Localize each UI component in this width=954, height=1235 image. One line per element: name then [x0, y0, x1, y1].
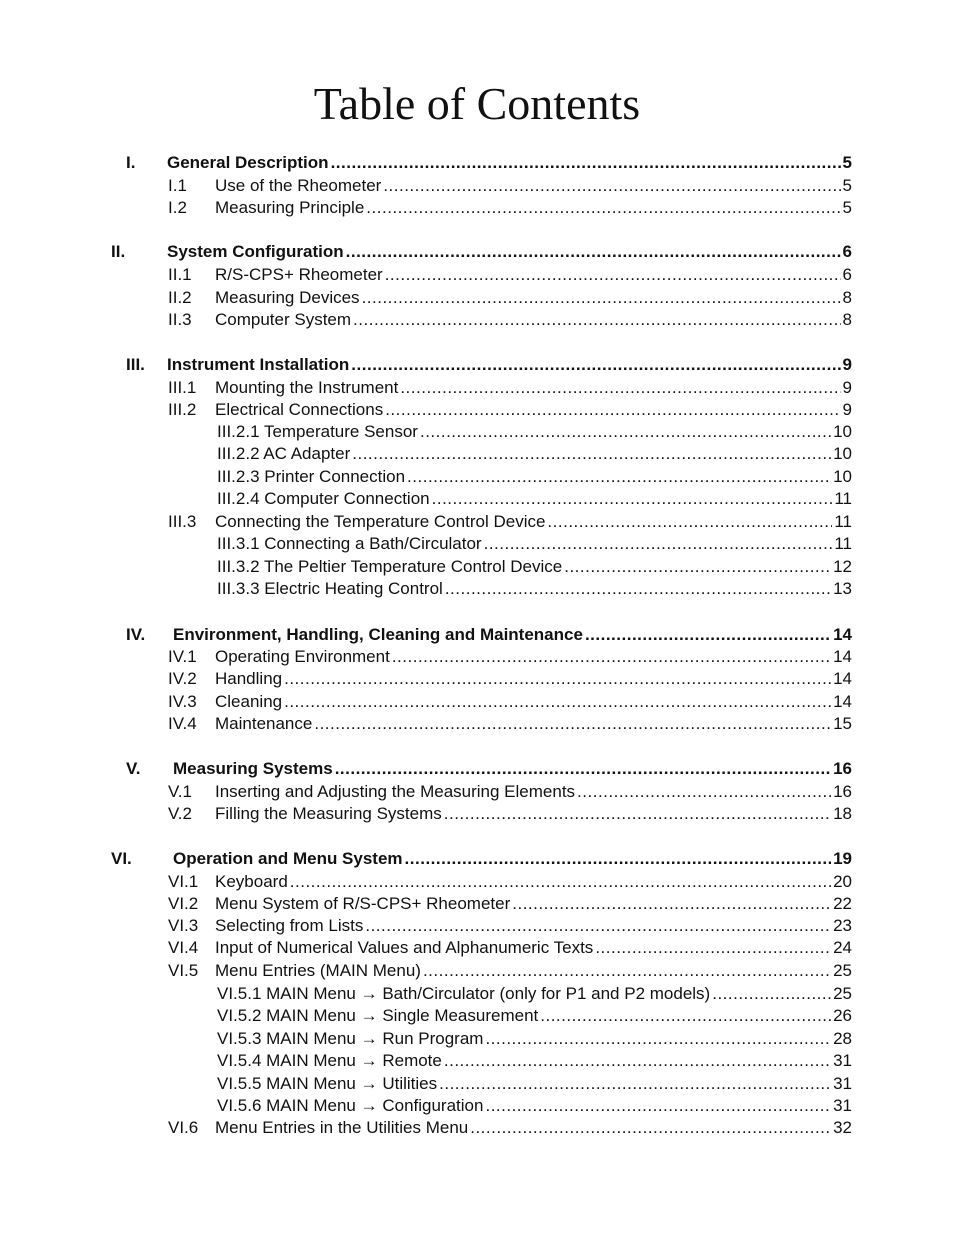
toc-entry-page: 24 [833, 938, 852, 957]
toc-entry-label: III.3.3 Electric Heating Control [217, 579, 443, 598]
toc-entry-label: Handling [215, 669, 283, 688]
toc-entry-label: Menu Entries (MAIN Menu) [215, 961, 421, 980]
toc-entry-number: VI.2 [168, 894, 199, 913]
toc-entry-label: VI.5.3 MAIN Menu → Run Program [217, 1029, 484, 1048]
toc-entry-page: 9 [842, 400, 852, 419]
toc-entry[interactable] [217, 466, 852, 488]
toc-entry-page: 13 [833, 579, 852, 598]
toc-entry-label: Measuring Principle [215, 198, 365, 217]
dot-leader [331, 152, 841, 174]
dot-leader [385, 399, 840, 421]
toc-entry-page: 11 [834, 489, 852, 508]
toc-entry-label: Measuring Systems [173, 759, 333, 778]
dot-leader [485, 1095, 831, 1117]
toc-entry[interactable] [215, 915, 852, 937]
toc-entry-label: Instrument Installation [167, 355, 350, 374]
toc-entry[interactable] [215, 264, 852, 286]
toc-entry-label: VI.5.5 MAIN Menu → Utilities [217, 1074, 438, 1093]
toc-entry-number: II. [111, 242, 126, 261]
dot-leader [400, 377, 840, 399]
toc-entry-label: Operation and Menu System [173, 849, 403, 868]
toc-entry-label: III.3.1 Connecting a Bath/Circulator [217, 534, 482, 553]
toc-entry-page: 5 [842, 198, 852, 217]
dot-leader [585, 624, 831, 646]
toc-entry-label: Menu Entries in the Utilities Menu [215, 1118, 469, 1137]
toc-entry[interactable] [217, 533, 852, 555]
toc-entry-label: Input of Numerical Values and Alphanumeric Texts [215, 938, 594, 957]
toc-entry-page: 8 [842, 310, 852, 329]
toc-entry[interactable] [215, 197, 852, 219]
toc-entry-page: 6 [842, 265, 852, 284]
dot-leader [353, 309, 840, 331]
dot-leader [407, 466, 831, 488]
toc-entry-page: 14 [833, 647, 852, 666]
toc-entry-number: I.1 [168, 176, 187, 195]
toc-entry[interactable] [217, 556, 852, 578]
toc-entry-label: Maintenance [215, 714, 313, 733]
toc-entry-label: Computer System [215, 310, 352, 329]
toc-entry-page: 25 [833, 961, 852, 980]
toc-entry[interactable] [215, 309, 852, 331]
toc-entry-page: 5 [842, 176, 852, 195]
dot-leader [444, 1050, 831, 1072]
dot-leader [365, 915, 831, 937]
toc-entry-number: V. [126, 759, 141, 778]
toc-entry[interactable] [215, 691, 852, 713]
toc-entry[interactable] [215, 287, 852, 309]
toc-entry-number: IV. [126, 625, 146, 644]
dot-leader [445, 578, 831, 600]
toc-entry[interactable] [215, 960, 852, 982]
toc-entry-number: III.1 [168, 378, 197, 397]
toc-entry-number: III. [126, 355, 145, 374]
toc-entry-number: VI.3 [168, 916, 199, 935]
toc-entry[interactable] [173, 624, 852, 646]
toc-entry[interactable] [217, 1028, 852, 1050]
toc-entry-label: VI.5.1 MAIN Menu → Bath/Circulator (only for P1 and P2 models) [217, 984, 711, 1003]
toc-entry[interactable] [217, 421, 852, 443]
toc-entry-page: 22 [833, 894, 852, 913]
dot-leader [383, 175, 840, 197]
dot-leader [512, 893, 831, 915]
toc-entry[interactable] [215, 781, 852, 803]
toc-entry-page: 16 [833, 759, 852, 778]
toc-entry-label: Connecting the Temperature Control Device [215, 512, 546, 531]
dot-leader [352, 443, 831, 465]
toc-entry[interactable] [215, 175, 852, 197]
toc-entry-page: 16 [833, 782, 852, 801]
dot-leader [366, 197, 840, 219]
toc-entry-page: 10 [833, 467, 852, 486]
toc-entry-page: 18 [833, 804, 852, 823]
toc-entry-label: Operating Environment [215, 647, 390, 666]
toc-entry-number: I. [126, 153, 136, 172]
toc-entry-page: 31 [833, 1074, 852, 1093]
dot-leader [439, 1073, 831, 1095]
toc-entry-number: IV.4 [168, 714, 197, 733]
dot-leader [392, 646, 831, 668]
toc-entry-label: III.2.2 AC Adapter [217, 444, 351, 463]
toc-entry-label: Cleaning [215, 692, 283, 711]
toc-entry-label: III.2.3 Printer Connection [217, 467, 406, 486]
toc-entry-page: 10 [833, 422, 852, 441]
dot-leader [712, 983, 831, 1005]
toc-entry-page: 15 [833, 714, 852, 733]
dot-leader [385, 264, 841, 286]
toc-entry[interactable] [215, 893, 852, 915]
toc-entry-page: 20 [833, 872, 852, 891]
toc-entry[interactable] [215, 511, 852, 533]
toc-entry[interactable] [173, 848, 852, 870]
toc-entry-number: III.3 [168, 512, 197, 531]
toc-entry-label: Inserting and Adjusting the Measuring Elements [215, 782, 576, 801]
toc-entry[interactable] [217, 1050, 852, 1072]
toc-entry-label: Filling the Measuring Systems [215, 804, 442, 823]
toc-entry-label: Measuring Devices [215, 288, 360, 307]
dot-leader [420, 421, 831, 443]
toc-entry-number: V.2 [168, 804, 192, 823]
toc-entry-page: 10 [833, 444, 852, 463]
toc-entry-page: 23 [833, 916, 852, 935]
toc-entry-number: II.1 [168, 265, 192, 284]
toc-entry-page: 28 [833, 1029, 852, 1048]
toc-entry-page: 26 [833, 1006, 852, 1025]
dot-leader [335, 758, 831, 780]
dot-leader [540, 1005, 831, 1027]
toc-entry-page: 19 [833, 849, 852, 868]
toc-entry[interactable] [217, 488, 852, 510]
toc-entry-number: VI.6 [168, 1118, 199, 1137]
dot-leader [444, 803, 831, 825]
toc-entry-number: II.2 [168, 288, 192, 307]
toc-entry-number: IV.2 [168, 669, 197, 688]
toc-entry-page: 6 [842, 242, 852, 261]
toc-entry-page: 31 [833, 1051, 852, 1070]
toc-entry-label: Use of the Rheometer [215, 176, 382, 195]
toc-entry-number: VI. [111, 849, 132, 868]
toc-entry-label: System Configuration [167, 242, 344, 261]
toc-entry[interactable] [215, 937, 852, 959]
toc-entry-page: 5 [842, 153, 852, 172]
toc-entry[interactable] [173, 758, 852, 780]
toc-entry-label: Environment, Handling, Cleaning and Maintenance [173, 625, 583, 644]
toc-entry[interactable] [167, 354, 852, 376]
toc-entry-page: 14 [833, 625, 852, 644]
dot-leader [547, 511, 832, 533]
toc-entry-page: 9 [842, 378, 852, 397]
toc-entry-label: Menu System of R/S-CPS+ Rheometer [215, 894, 511, 913]
toc-entry[interactable] [215, 668, 852, 690]
toc-entry-label: General Description [167, 153, 329, 172]
toc-entry[interactable] [217, 578, 852, 600]
dot-leader [290, 871, 831, 893]
toc-entry-label: III.3.2 The Peltier Temperature Control Device [217, 557, 563, 576]
toc-entry[interactable] [215, 399, 852, 421]
dot-leader [346, 241, 841, 263]
page-title: Table of Contents [313, 78, 641, 129]
toc-entry-label: Electrical Connections [215, 400, 384, 419]
toc-entry[interactable] [215, 713, 852, 735]
toc-entry-label: R/S-CPS+ Rheometer [215, 265, 383, 284]
dot-leader [470, 1117, 831, 1139]
toc-entry-page: 11 [834, 534, 852, 553]
toc-entry-number: VI.5 [168, 961, 199, 980]
toc-entry-page: 31 [833, 1096, 852, 1115]
toc-entry-page: 14 [833, 669, 852, 688]
dot-leader [485, 1028, 831, 1050]
toc-entry-page: 11 [834, 512, 852, 531]
toc-entry-label: Mounting the Instrument [215, 378, 399, 397]
toc-entry-number: I.2 [168, 198, 187, 217]
toc-entry-number: VI.4 [168, 938, 199, 957]
toc-entry-page: 25 [833, 984, 852, 1003]
toc-entry-label: VI.5.2 MAIN Menu → Single Measurement [217, 1006, 539, 1025]
toc-entry-label: VI.5.6 MAIN Menu → Configuration [217, 1096, 484, 1115]
toc-entry-page: 9 [842, 355, 852, 374]
toc-entry-number: III.2 [168, 400, 197, 419]
toc-entry-label: VI.5.4 MAIN Menu → Remote [217, 1051, 442, 1070]
toc-entry-number: IV.3 [168, 692, 197, 711]
dot-leader [423, 960, 831, 982]
toc-entry-number: V.1 [168, 782, 192, 801]
dot-leader [284, 668, 831, 690]
dot-leader [314, 713, 831, 735]
toc-entry-page: 14 [833, 692, 852, 711]
dot-leader [564, 556, 831, 578]
toc-entry[interactable] [215, 646, 852, 668]
toc-entry[interactable] [215, 377, 852, 399]
toc-entry[interactable] [167, 152, 852, 174]
toc-entry[interactable] [217, 1073, 852, 1095]
toc-entry-number: VI.1 [168, 872, 199, 891]
dot-leader [362, 287, 841, 309]
dot-leader [351, 354, 840, 376]
toc-entry[interactable] [215, 871, 852, 893]
dot-leader [405, 848, 832, 870]
toc-entry-number: IV.1 [168, 647, 197, 666]
toc-entry[interactable] [217, 983, 852, 1005]
toc-entry[interactable] [217, 1005, 852, 1027]
toc-entry-page: 8 [842, 288, 852, 307]
toc-entry[interactable] [215, 803, 852, 825]
toc-entry-label: Keyboard [215, 872, 288, 891]
toc-entry-label: Selecting from Lists [215, 916, 364, 935]
toc-entry[interactable] [167, 241, 852, 263]
toc-entry-page: 32 [833, 1118, 852, 1137]
toc-entry[interactable] [215, 1117, 852, 1139]
dot-leader [595, 937, 831, 959]
dot-leader [577, 781, 831, 803]
toc-entry-label: III.2.4 Computer Connection [217, 489, 430, 508]
toc-entry[interactable] [217, 443, 852, 465]
toc-entry[interactable] [217, 1095, 852, 1117]
dot-leader [432, 488, 833, 510]
toc-entry-label: III.2.1 Temperature Sensor [217, 422, 418, 441]
dot-leader [484, 533, 833, 555]
toc-entry-page: 12 [833, 557, 852, 576]
toc-entry-number: II.3 [168, 310, 192, 329]
dot-leader [284, 691, 831, 713]
